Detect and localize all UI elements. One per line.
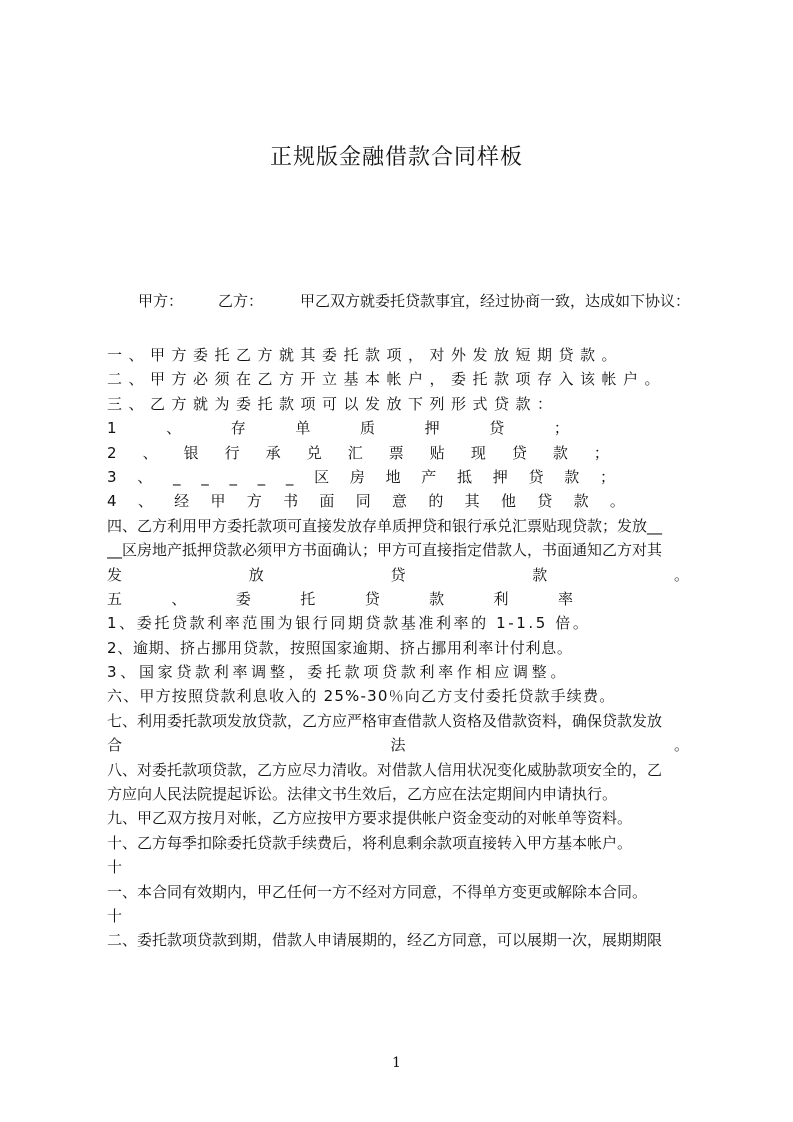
- clause-4-line-3: 发 放 贷 款 。: [107, 565, 689, 584]
- clause-5-heading: 五 、 委 托 贷 款 利 率: [107, 589, 573, 608]
- clause-3: 三、乙方就为委托款项可以发放下列形式贷款：: [107, 394, 559, 413]
- page-number: 1: [392, 1055, 401, 1071]
- clause-11-prefix: 十: [107, 858, 123, 877]
- clause-7-line-1: 七、利用委托款项发放贷款，乙方应严格审查借款人资格及借款资料，确保贷款发放: [107, 711, 663, 730]
- list-item-2: 2 、 银 行 承 兑 汇 票 贴 现 贷 款 ；: [107, 443, 609, 462]
- list-item-1: 1 、 存 单 质 押 贷 ；: [107, 419, 569, 438]
- clause-5-item-3: 3、国家贷款利率调整，委托款项贷款利率作相应调整。: [107, 663, 570, 682]
- clause-12: 二、委托款项贷款到期，借款人申请展期的，经乙方同意，可以展期一次，展期期限: [107, 931, 663, 950]
- clause-4-line-1: 四、乙方利用甲方委托款项可直接发放存单质押贷和银行承兑汇票贴现贷款；发放__: [107, 516, 663, 535]
- clause-1: 一、甲方委托乙方就其委托款项，对外发放短期贷款。: [107, 346, 624, 364]
- clause-8-line-1: 八、对委托款项贷款，乙方应尽力清收。对借款人信用状况变化威胁款项安全的，乙: [107, 760, 663, 779]
- clause-7-line-2: 合 法 。: [107, 736, 689, 755]
- parties-line: [138, 290, 738, 312]
- clause-10: 十、乙方每季扣除委托贷款手续费后，将利息剩余款项直接转入甲方基本帐户。: [107, 833, 633, 852]
- clause-2: 二、甲方必须在乙方开立基本帐户，委托款项存入该帐户。: [107, 370, 667, 389]
- intro-text: 甲乙双方就委托贷款事宜，经过协商一致，达成如下协议：: [300, 292, 691, 310]
- party-a-label: 甲方：: [138, 292, 184, 310]
- clause-4-line-2: __区房地产抵押贷款必须甲方书面确认；甲方可直接指定借款人，书面通知乙方对其: [107, 541, 663, 560]
- document-title: 正规版金融借款合同样板: [269, 145, 523, 170]
- clause-5-item-1: 1、委托贷款利率范围为银行同期贷款基准利率的 1-1.5 倍。: [107, 614, 591, 633]
- party-b-label: 乙方：: [218, 292, 264, 310]
- clause-6: 六、甲方按照贷款利息收入的 25%-30％向乙方支付委托贷款手续费。: [107, 687, 616, 706]
- clause-8-line-2: 方应向人民法院提起诉讼。法律文书生效后，乙方应在法定期间内申请执行。: [107, 785, 618, 804]
- clause-11: 一、本合同有效期内，甲乙任何一方不经对方同意，不得单方变更或解除本合同。: [107, 882, 648, 901]
- clause-12-prefix: 十: [107, 906, 123, 925]
- list-item-4: 4 、 经 甲 方 书 面 同 意 的 其 他 贷 款 。: [107, 492, 625, 511]
- clause-5-item-2: 2、逾期、挤占挪用贷款，按照国家逾期、挤占挪用利率计付利息。: [107, 638, 573, 657]
- list-item-3: 3 、 _ _ _ _ _ 区 房 地 产 抵 押 贷 款 ；: [107, 467, 615, 486]
- clause-9: 九、甲乙双方按月对帐，乙方应按甲方要求提供帐户资金变动的对帐单等资料。: [107, 809, 633, 828]
- contract-body: [107, 343, 699, 953]
